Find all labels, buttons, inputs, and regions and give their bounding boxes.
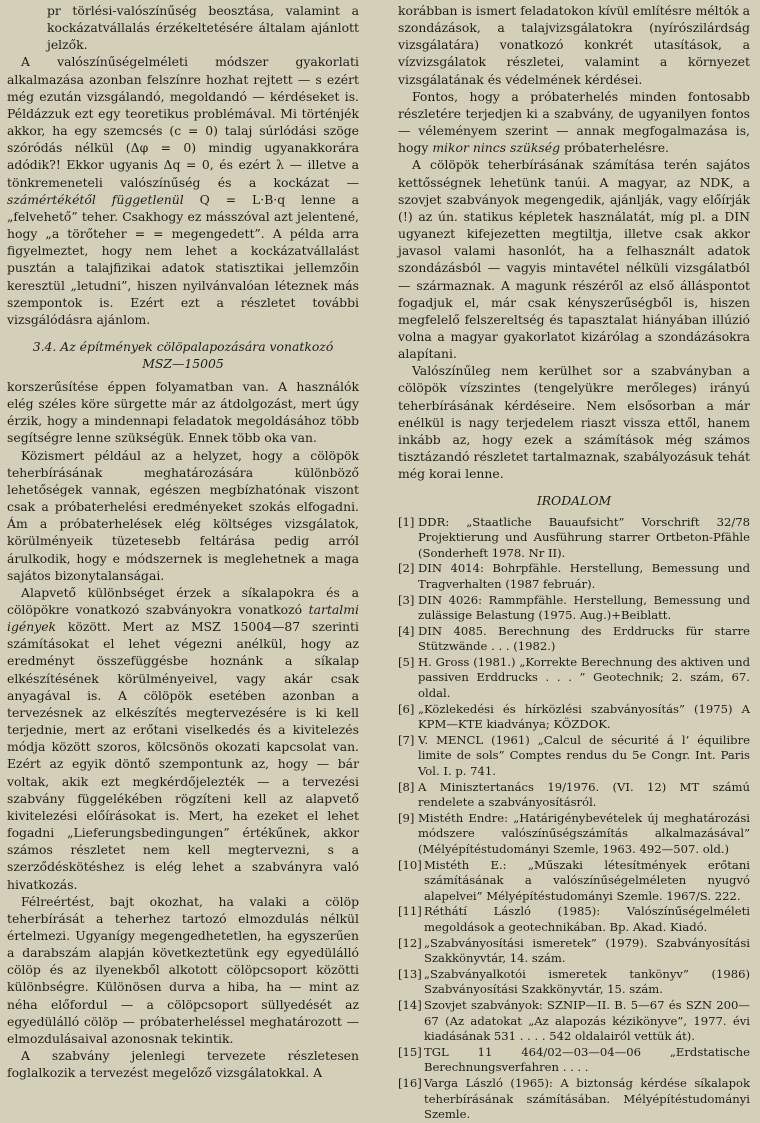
section-heading — [7, 338, 359, 372]
reference-text: DIN 4014: Bohrpfähle. Herstellung, Bemessung und Tragverhalten (1987 február). — [418, 561, 750, 591]
reference-text: Mistéth Endre: „Határigénybevételek új meghatározási módszere valószínűségszámítás alkalmazásával” (Mélyépítéstudományi Szemle, 1963. 492—507. old.) — [418, 810, 750, 856]
reference-number: [14] — [398, 997, 422, 1012]
paragraph-load-test — [398, 88, 750, 157]
reference-text: V. MENCL (1961) „Calcul de sécurité á l’ équilibre limite de sols” Comptes rendus du 5e Congr. Int. Paris Vol. I. p. 741. — [418, 732, 750, 779]
reference-number: [15] — [398, 1044, 422, 1059]
right-column — [398, 2, 750, 1123]
reference-item — [398, 967, 750, 998]
paragraph-content-requirements — [7, 584, 359, 893]
reference-text: „Szabványalkotói ismeretek tankönyv” (1986) Szabványosítási Szakkönyvtár, 15. szám. — [424, 966, 750, 997]
italic-emphasis: tartalmi igények — [7, 602, 359, 635]
paragraph-pile-capacity: Közismert például az a helyzet, hogy a cölöpök teherbírásának meghatározására különböző lehetőségek vannak, egészen megbízhatónak viszont csak a próbaterhelési eredményeket szokás elfogadni. Ám a próbaterhelések elég költséges vizsgálatok, körülményeik tüzetesebb feltárása pedig arról árulkodik, hogy e módszernek is meglehetnek a maga sajátos bizonytalanságai. — [7, 447, 359, 583]
reference-text: DDR: „Staatliche Bauaufsicht” Vorschrift 32/78 Projektierung und Ausführung starrer Ortbeton-Pfähle (Sonderheft 1978. Nr II). — [418, 514, 750, 560]
reference-text: Réthátí László (1985): Valószínűségelméleti megoldások a geotechnikában. Bp. Akad. Kiadó. — [424, 904, 750, 934]
reference-item — [398, 655, 750, 702]
reference-number: [2] — [398, 561, 415, 576]
reference-text: „Szabványosítási ismeretek” (1979). Szabványosítási Szakkönyvtár, 14. szám. — [424, 935, 750, 966]
reference-number: [8] — [398, 779, 415, 794]
paragraph-soundings: korábban is ismert feladatokon kívül említésre méltók a szondázások, a talajvizsgálatokra (nyírószilárdság vizsgálatára) vonatkozó konkrét utasítások, a vízvizsgálatok részletei, valamint a környezet vizsgálatának és védelmének kérdései. — [398, 3, 750, 87]
references-list — [398, 515, 750, 1123]
reference-item — [398, 1076, 750, 1123]
reference-text: „Közlekedési és hírközlési szabványosítás” (1975) A KPM—KTE kiadványa; KÖZDOK. — [418, 701, 750, 732]
left-column — [7, 2, 359, 1081]
reference-item — [398, 1045, 750, 1076]
reference-text: Szovjet szabványok: SZNIP—II. B. 5—67 és SZN 200—67 (Az adatokat „Az alapozás kézikönyve”, 1977. évi kiadásának 531 . . . . 542 oldalairól vettük át). — [424, 997, 750, 1044]
reference-number: [6] — [398, 701, 415, 716]
italic-emphasis: mikor nincs szükség — [432, 140, 561, 156]
reference-item — [398, 733, 750, 780]
reference-item — [398, 998, 750, 1045]
paragraph-duality: A cölöpök teherbírásának számítása terén sajátos kettősségnek lehetünk tanúi. A magyar, az NDK, a szovjet szabványok megengedik, ajánlják, vagy előírják (!) az ún. statikus képletek használatát, míg pl. a DIN ugyanezt kifejezetten megtiltja, illetve csak akkor javasol valami hasonlót, ha a felhasznált adatok szondázásból — vagyis mintavétel nélküli vizsgálatból — származnak. A magunk részéről az első álláspontot fogadjuk el, már csak kényszerűségből is, hiszen megfelelő felszereltség és tapasztalat hiányában illúzió volna a magyar gyakorlatot kizárólag a szondázásokra alapítani. — [398, 157, 750, 362]
text: Fontos, hogy a próbaterhelés minden fontosabb részletére terjedjen ki a szabvány, de ugyanilyen fontos — véleményem szerint — annak megfogalmazása is, hogy — [398, 88, 750, 156]
reference-item — [398, 561, 750, 592]
reference-number: [16] — [398, 1075, 422, 1090]
reference-number: [1] — [398, 514, 415, 529]
paragraph-modernization: korszerűsítése éppen folyamatban van. A használók elég széles köre sürgette már az átdolgozást, mert úgy érzik, hogy a mindennapi feladatok megoldásához több segítségre lenne szükségük. Ennek több oka van. — [7, 378, 359, 446]
text: között. Mert az MSZ 15004—87 szerinti számításokat el lehet végezni anélkül, hogy az eredményt összefüggésbe hoznánk a síkalap elkészítésének körülményeivel, vagy akár csak anyagával is. A cölöpök esetében azonban a tervezésnek az elkészítés megtervezésére is ki kell terjednie, mert az erőtani viselkedés és a kivitelezés módja között szoros, kölcsönös okozati kapcsolat van. Ezért az egyik döntő szempontunk az, hogy — bár voltak, akik ezt megkérdőjelezték — a tervezési szabvány függelékében rögzíteni kell az alapvető kivitelezési előírásokat is. Mert, ha ezeket el lehet fogadni „Lieferungsbedingungen” értékűnek, akkor számos részletet nem kell megtervezni, s a szerződéskötéshez is elég lehet a szabványra való hivatkozás. — [7, 619, 359, 892]
reference-text: Varga László (1965): A biztonság kérdése síkalapok teherbírásának számításában. Mélyépítéstudományi Szemle. — [424, 1075, 750, 1122]
paragraph-horizontal-capacity: Valószínűleg nem kerülhet sor a szabványban a cölöpök vízszintes (tengelyükre merőleges) irányú teherbírásának kérdéseire. Nem elsősorban a már enélkül is nagy terjedelem riaszt vissza ettől, hanem inkább az, hogy ezek a számítások még számos tisztázandó részletet tartalmaznak, szabályozásuk tehát még korai lenne. — [398, 363, 750, 482]
section-heading-line2: MSZ—15005 — [142, 355, 224, 371]
paragraph-continuation: pr törlési-valószínűség beosztása, valamint a kockázatvállalás érzékeltetésére általam ajánlott jelzők. — [47, 3, 359, 53]
reference-text: A Minisztertanács 19/1976. (VI. 12) MT számú rendelete a szabványosításról. — [418, 779, 750, 810]
reference-number: [11] — [398, 904, 422, 919]
references-title: IRODALOM — [536, 493, 612, 509]
reference-text: DIN 4026: Rammpfähle. Herstellung, Bemessung und zulässige Belastung (1975. Aug.)+Beiblatt. — [418, 592, 750, 623]
reference-number: [4] — [398, 623, 415, 638]
text: A valószínűségelméleti módszer gyakorlati alkalmazása azonban felszínre hozhat rejtett — s ezért még ezután vizsgálandó, megoldandó — kérdéseket is. Példázzuk ezt egy teoretikus problémával. Mi történjék akkor, ha egy szemcsés (c = 0) talaj súrlódási szöge szóródás nélkül (Δφ = 0) mindig ugyanakkorára adódik?! Ekkor ugyanis Δq = 0, és ezért λ — illetve a tönkremeneteli valószínűség és a kockázat — — [7, 54, 359, 190]
text: Alapvető különbséget érzek a síkalapokra és a cölöpökre vonatkozó szabványokra vonatkozó — [7, 584, 359, 617]
reference-item — [398, 904, 750, 935]
section-heading-line1: 3.4. Az építmények cölöpalapozására vonatkozó — [32, 338, 334, 354]
reference-item — [398, 515, 750, 562]
paragraph-misinterpretation: Félreértést, bajt okozhat, ha valaki a cölöp teherbírását a teherhez tartozó elmozdulás nélkül értelmezi. Ugyanígy megengedhetetlen, ha egyszerűen a darabszám alapján következtetünk egy egyedülálló cölöp és az ilyenekből alkotott cölöpcsoport közötti különbségre. Különösen durva a hiba, ha — mint az néha előfordul — a cölöpcsoport süllyedését az egyedülálló cölöp — próbaterheléssel meghatározott — elmozdulásaival azonosnak tekintik. — [7, 893, 359, 1046]
reference-text: DIN 4085. Berechnung des Erddrucks für starre Stützwände . . . (1982.) — [418, 623, 750, 654]
reference-item — [398, 936, 750, 967]
reference-item — [398, 811, 750, 858]
reference-number: [13] — [398, 966, 422, 981]
reference-item — [398, 858, 750, 905]
reference-number: [3] — [398, 592, 415, 607]
paragraph-draft-standard: A szabvány jelenlegi tervezete részletesen foglalkozik a tervezést megelőző vizsgálatokkal. A — [7, 1048, 359, 1081]
reference-text: H. Gross (1981.) „Korrekte Berechnung des aktiven und passiven Erddrucks . . . ” Geotechnik; 2. szám, 67. oldal. — [418, 654, 750, 701]
text: próbaterhelésre. — [560, 140, 669, 156]
reference-item — [398, 702, 750, 733]
reference-number: [12] — [398, 935, 422, 950]
reference-item — [398, 624, 750, 655]
reference-item — [398, 780, 750, 811]
reference-number: [9] — [398, 810, 415, 825]
reference-text: TGL 11 464/02—03—04—06 „Erdstatische Berechnungsverfahren . . . . — [424, 1044, 750, 1075]
text: Q = L·B·q lenne a „felvehető” teher. Csakhogy ez másszóval azt jelentené, hogy „a törőteher = = megengedett”. A példa arra figyelmeztet, hogy nem lehet a kockázatvállalást pusztán a talajfizikai adatok statisztikai jellemzőin keresztül „letudni”, hiszen nyilvánvalóan léteznek más szempontok is. Ezért ezt a részletet további vizsgálódásra ajánlom. — [7, 191, 359, 327]
reference-number: [10] — [398, 857, 422, 872]
reference-item — [398, 593, 750, 624]
paragraph-probability-method — [7, 53, 359, 328]
reference-number: [7] — [398, 732, 415, 747]
reference-number: [5] — [398, 654, 415, 669]
italic-emphasis: számértékétől függetlenül — [7, 191, 184, 207]
reference-text: Mistéth E.: „Műszaki létesítmények erőtani számításának a valószínűségelméleten nyugvó alapelvei” Mélyépítéstudományi Szemle. 1967/S. 222. — [424, 857, 750, 903]
